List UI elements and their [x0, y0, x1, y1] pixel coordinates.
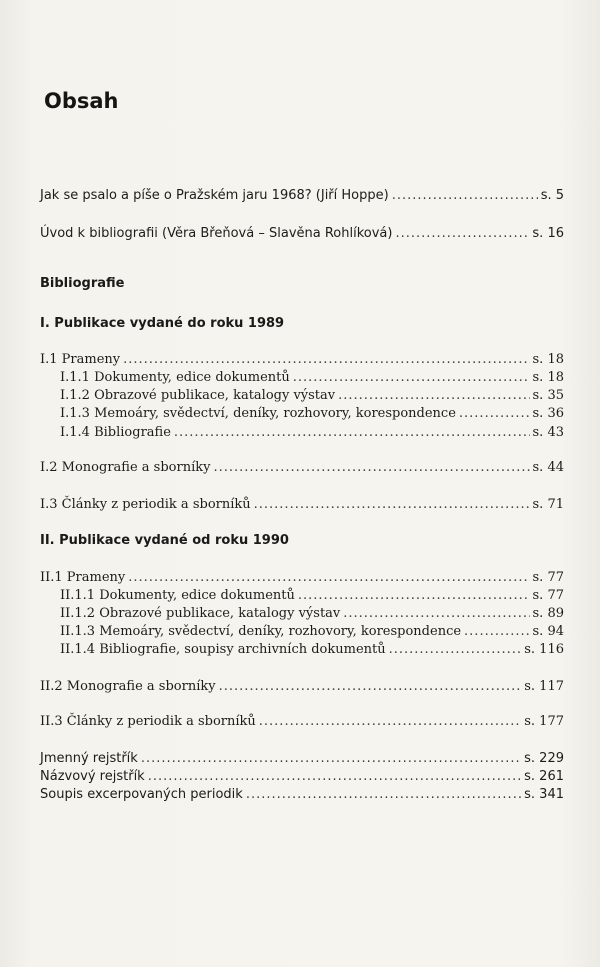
toc-entry-text: II.1.4 Bibliografie, soupisy archivních dokumentů	[60, 642, 386, 657]
toc-leader	[213, 460, 529, 476]
toc-leader	[148, 769, 521, 785]
toc-entry[interactable]	[40, 188, 564, 204]
toc-entry-text: II.2 Monografie a sborníky	[40, 679, 216, 694]
toc-leader	[259, 714, 521, 730]
toc-entry-page: s. 116	[524, 642, 564, 657]
toc-entry-text: II.1 Prameny	[40, 570, 126, 585]
toc-leader	[254, 497, 530, 513]
toc-entry-page: s. 341	[524, 787, 564, 802]
toc-entry[interactable]	[40, 588, 564, 604]
toc-leader	[298, 588, 530, 604]
toc-entry[interactable]	[40, 769, 564, 785]
toc-entry-text: Soupis excerpovaných periodik	[40, 787, 243, 802]
section-heading-part1: I. Publikace vydané do roku 1989	[40, 316, 285, 331]
toc-entry-text: II.1.1 Dokumenty, edice dokumentů	[60, 588, 295, 603]
toc-leader	[459, 406, 530, 422]
toc-leader	[395, 226, 529, 242]
toc-leader	[392, 188, 538, 204]
toc-entry-page: s. 43	[532, 425, 564, 440]
toc-entry-page: s. 117	[524, 679, 564, 694]
toc-entry[interactable]	[40, 570, 564, 586]
toc-leader	[338, 388, 529, 404]
toc-entry-text: Jmenný rejstřík	[40, 751, 138, 766]
toc-entry[interactable]	[40, 388, 564, 404]
toc-entry[interactable]	[40, 352, 564, 368]
toc-entry-page: s. 44	[532, 460, 564, 475]
toc-leader	[389, 642, 522, 658]
toc-entry-page: s. 71	[532, 497, 564, 512]
toc-entry-text: I.1 Prameny	[40, 352, 121, 367]
toc-entry[interactable]	[40, 642, 564, 658]
toc-entry-page: s. 18	[532, 370, 564, 385]
toc-entry-page: s. 16	[532, 226, 564, 241]
toc-entry[interactable]	[40, 497, 564, 513]
toc-entry-text: I.3 Články z periodik a sborníků	[40, 497, 251, 512]
section-heading-bibliografie: Bibliografie	[40, 276, 125, 291]
toc-entry[interactable]	[40, 606, 564, 622]
toc-entry-page: s. 89	[532, 606, 564, 621]
toc-entry[interactable]	[40, 624, 564, 640]
toc-entry-page: s. 77	[532, 570, 564, 585]
toc-entry[interactable]	[40, 406, 564, 422]
toc-entry-page: s. 177	[524, 714, 564, 729]
toc-leader	[343, 606, 529, 622]
toc-leader	[141, 751, 521, 767]
toc-leader	[464, 624, 529, 640]
toc-entry-text: Jak se psalo a píše o Pražském jaru 1968? (Jiří Hoppe)	[40, 188, 389, 203]
toc-entry-text: II.1.3 Memoáry, svědectví, deníky, rozhovory, korespondence	[60, 624, 462, 639]
section-heading-part2: II. Publikace vydané od roku 1990	[40, 533, 289, 548]
toc-leader	[219, 679, 522, 695]
toc-entry-text: I.1.3 Memoáry, svědectví, deníky, rozhovory, korespondence	[60, 406, 456, 421]
toc-entry-text: Úvod k bibliografii (Věra Břeňová – Slavěna Rohlíková)	[40, 226, 393, 241]
toc-entry[interactable]	[40, 787, 564, 803]
toc-entry-page: s. 77	[532, 588, 564, 603]
page-title: Obsah	[44, 89, 119, 113]
toc-entry-page: s. 261	[524, 769, 564, 784]
toc-leader	[123, 352, 529, 368]
toc-entry[interactable]	[40, 679, 564, 695]
toc-entry-page: s. 94	[532, 624, 564, 639]
toc-entry-page: s. 5	[540, 188, 564, 203]
toc-entry[interactable]	[40, 370, 564, 386]
toc-entry-page: s. 229	[524, 751, 564, 766]
toc-entry-text: I.1.2 Obrazové publikace, katalogy výstav	[60, 388, 336, 403]
toc-leader	[246, 787, 521, 803]
toc-entry[interactable]	[40, 226, 564, 242]
toc-entry-page: s. 35	[532, 388, 564, 403]
toc-entry-text: I.1.1 Dokumenty, edice dokumentů	[60, 370, 290, 385]
toc-entry-text: I.2 Monografie a sborníky	[40, 460, 211, 475]
toc-entry-text: Názvový rejstřík	[40, 769, 145, 784]
toc-entry[interactable]	[40, 751, 564, 767]
toc-entry[interactable]	[40, 714, 564, 730]
toc-entry-text: II.1.2 Obrazové publikace, katalogy výstav	[60, 606, 341, 621]
toc-leader	[174, 425, 530, 441]
toc-entry[interactable]	[40, 460, 564, 476]
toc-leader	[293, 370, 530, 386]
toc-entry[interactable]	[40, 425, 564, 441]
toc-leader	[128, 570, 529, 586]
toc-entry-page: s. 18	[532, 352, 564, 367]
toc-entry-text: I.1.4 Bibliografie	[60, 425, 171, 440]
toc-entry-page: s. 36	[532, 406, 564, 421]
toc-entry-text: II.3 Články z periodik a sborníků	[40, 714, 256, 729]
